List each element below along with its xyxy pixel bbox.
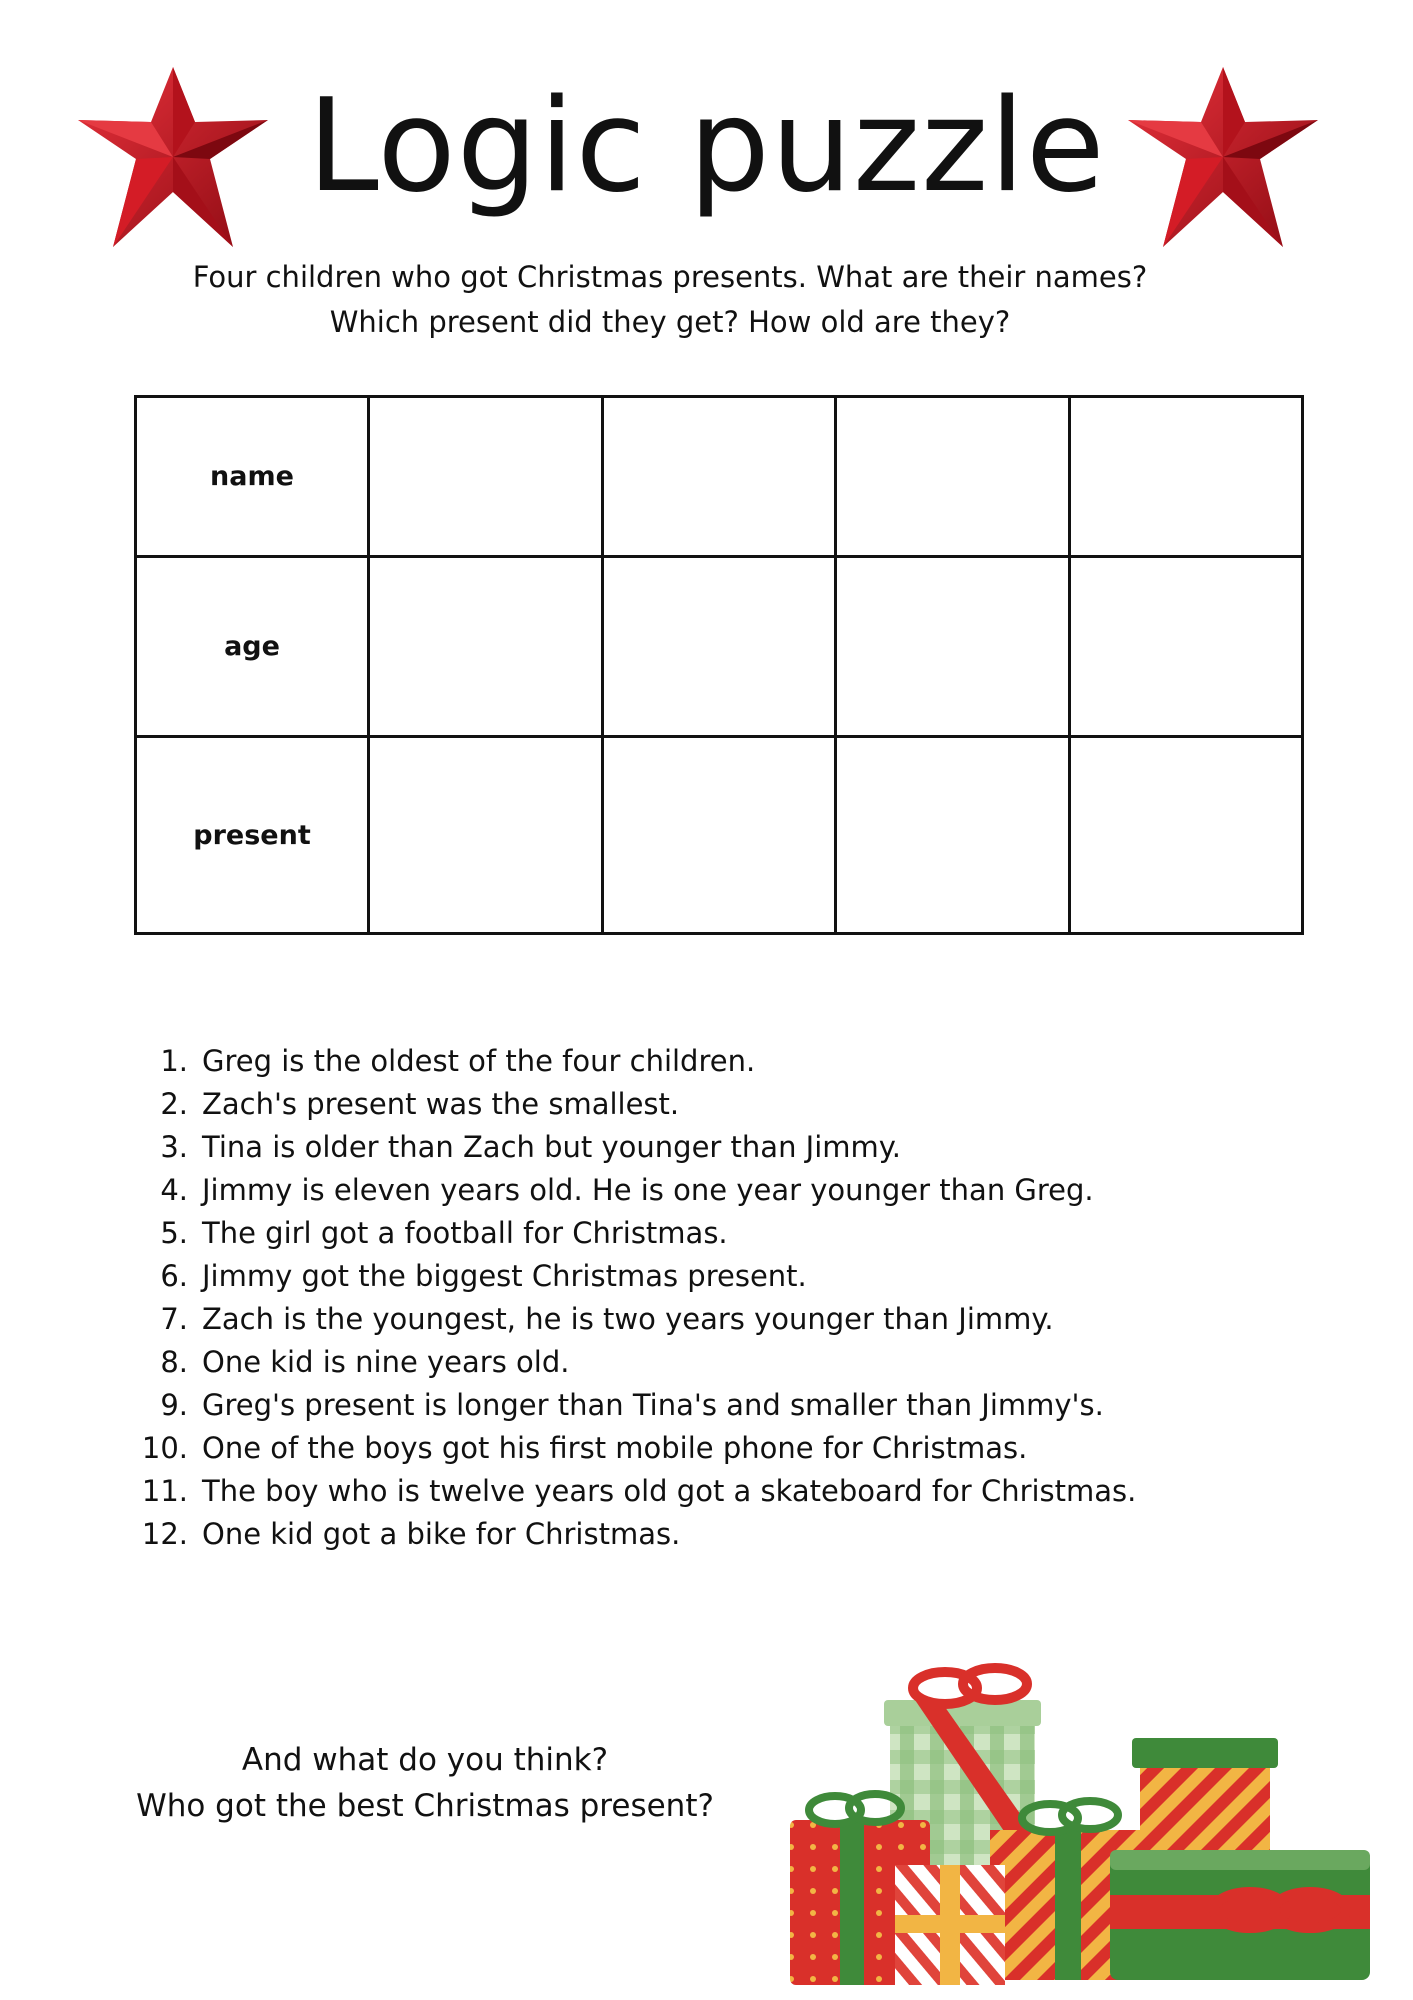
row-header-present: present: [136, 737, 369, 934]
list-item: [130, 1341, 1136, 1384]
closing-question: [110, 1737, 740, 1829]
clue-text: One of the boys got his first mobile phone for Christmas.: [202, 1431, 1028, 1465]
list-item: [130, 1126, 1136, 1169]
clue-number: 4.: [160, 1173, 188, 1207]
list-item: [130, 1169, 1136, 1212]
answer-cell[interactable]: [1069, 557, 1303, 737]
clue-text: Greg is the oldest of the four children.: [202, 1044, 756, 1078]
grid-row-age: [136, 557, 1303, 737]
clue-number: 5.: [160, 1216, 188, 1250]
answer-cell[interactable]: [602, 557, 836, 737]
clue-number: 9.: [160, 1388, 188, 1422]
intro-line-1: Four children who got Christmas presents. What are their names?: [192, 260, 1148, 294]
clue-text: The girl got a football for Christmas.: [202, 1216, 728, 1250]
list-item: [130, 1470, 1136, 1513]
list-item: [130, 1427, 1136, 1470]
clue-number: 6.: [160, 1259, 188, 1293]
clue-text: Jimmy got the biggest Christmas present.: [202, 1259, 807, 1293]
clue-text: Zach's present was the smallest.: [202, 1087, 680, 1121]
page-title: Logic puzzle: [307, 72, 1106, 221]
grid-row-present: [136, 737, 1303, 934]
row-header-age: age: [136, 557, 369, 737]
list-item: [130, 1384, 1136, 1427]
answer-cell[interactable]: [602, 737, 836, 934]
clue-number: 10.: [141, 1431, 188, 1465]
closing-line-2: Who got the best Christmas present?: [136, 1788, 714, 1824]
clue-text: The boy who is twelve years old got a skateboard for Christmas.: [202, 1474, 1137, 1508]
answer-cell[interactable]: [836, 397, 1070, 557]
clue-text: One kid got a bike for Christmas.: [202, 1517, 681, 1551]
answer-cell[interactable]: [836, 557, 1070, 737]
row-header-name: name: [136, 397, 369, 557]
answer-cell[interactable]: [602, 397, 836, 557]
clue-text: Greg's present is longer than Tina's and smaller than Jimmy's.: [202, 1388, 1104, 1422]
clue-number: 7.: [160, 1302, 188, 1336]
list-item: [130, 1255, 1136, 1298]
grid-row-name: [136, 397, 1303, 557]
answer-cell[interactable]: [369, 557, 603, 737]
intro-text: [0, 255, 1340, 345]
answer-grid: [134, 395, 1304, 935]
closing-line-1: And what do you think?: [241, 1742, 609, 1778]
clue-list: [130, 1040, 1136, 1556]
clue-number: 3.: [160, 1130, 188, 1164]
intro-line-2: Which present did they get? How old are they?: [329, 305, 1011, 339]
clue-number: 11.: [141, 1474, 188, 1508]
list-item: [130, 1212, 1136, 1255]
answer-cell[interactable]: [1069, 397, 1303, 557]
clue-number: 1.: [160, 1044, 188, 1078]
clue-number: 8.: [160, 1345, 188, 1379]
answer-cell[interactable]: [836, 737, 1070, 934]
list-item: [130, 1298, 1136, 1341]
clue-text: One kid is nine years old.: [202, 1345, 570, 1379]
list-item: [130, 1513, 1136, 1556]
answer-cell[interactable]: [369, 397, 603, 557]
clue-text: Zach is the youngest, he is two years younger than Jimmy.: [202, 1302, 1054, 1336]
clue-number: 2.: [160, 1087, 188, 1121]
clue-text: Jimmy is eleven years old. He is one year younger than Greg.: [202, 1173, 1094, 1207]
list-item: [130, 1040, 1136, 1083]
list-item: [130, 1083, 1136, 1126]
christmas-gifts-illustration: [780, 1660, 1380, 1990]
clue-text: Tina is older than Zach but younger than Jimmy.: [202, 1130, 902, 1164]
red-star-icon: [1118, 62, 1328, 252]
answer-cell[interactable]: [1069, 737, 1303, 934]
clue-number: 12.: [141, 1517, 188, 1551]
answer-cell[interactable]: [369, 737, 603, 934]
